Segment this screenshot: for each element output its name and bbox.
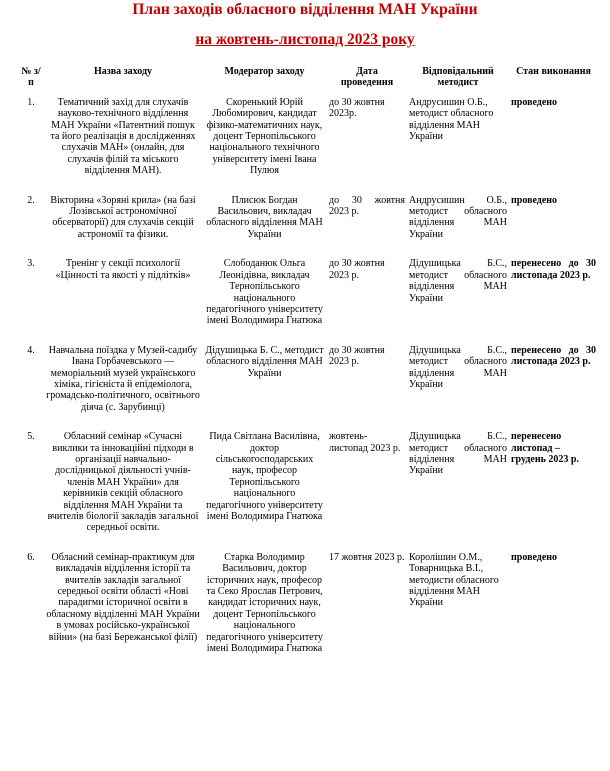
table-row bbox=[18, 550, 598, 671]
page-subtitle: на жовтень-листопад 2023 року bbox=[195, 31, 415, 48]
header-moderator: Модератор заходу bbox=[224, 66, 305, 77]
row-num: 1. bbox=[27, 96, 35, 108]
table-row bbox=[18, 429, 598, 550]
event-name: Вікторина «Зоряні крила» (на базі Лозівської астрономічної обсерваторії) для слухачів секцій астрономії та фізики. bbox=[50, 194, 196, 240]
table-header-row bbox=[18, 66, 598, 95]
event-moderator: Пида Світлана Василівна, доктор сільськогосподарських наук, професор Тернопільського національного педагогічного університету імені Володимира Гнатюка bbox=[206, 431, 323, 522]
event-name: Навчальна поїздка у Музей-садибу Івана Горбачевського — меморіальний музей українського хіміка, гігієніста й епідеміолога, громадсько-політичного, освітнього діяча (с. Зарубинці) bbox=[46, 344, 200, 413]
table-row bbox=[18, 95, 598, 193]
row-num: 5. bbox=[27, 431, 35, 443]
event-date: до 30 жовтня 2023 р. bbox=[329, 258, 385, 281]
header-num: № з/п bbox=[21, 66, 41, 89]
row-num: 3. bbox=[27, 258, 35, 270]
row-num: 6. bbox=[27, 551, 35, 563]
event-name: Обласний семінар-практикум для викладачів відділення історії та вчителів закладів загальної середньої освіти області «Нові парадигми історичної освіти в обласному відділенні МАН України в умовах російсько-української війни» (на базі Бережанської філії) bbox=[46, 551, 200, 643]
header-name: Назва заходу bbox=[93, 66, 153, 77]
event-responsible: Дідушицька Б.С., методист обласного відділення МАН України bbox=[409, 258, 507, 304]
event-responsible: Дідушицька Б.С., методист обласного відділення МАН України bbox=[409, 344, 507, 390]
event-date: до 30 жовтня 2023 р. bbox=[329, 344, 385, 368]
event-name: Обласний семінар «Сучасні виклики та інноваційні підходи в організації навчально-дослідницької діяльності учнів-членів МАН України» для керівників секцій обласного відділення МАН України та вчителів біології закладів загальної середньої освіти. bbox=[47, 431, 199, 534]
event-status: перенесено до 30 листопада 2023 р. bbox=[511, 344, 596, 368]
event-date: жовтень-листопад 2023 р. bbox=[329, 431, 401, 454]
events-table bbox=[18, 66, 598, 670]
header-responsible: Відповідальний методист bbox=[422, 66, 494, 89]
event-moderator: Дідушицька Б. С., методист обласного відділення МАН України bbox=[205, 344, 324, 379]
event-moderator: Плисюк Богдан Васильович, викладач обласного відділення МАН України bbox=[206, 194, 323, 240]
event-responsible: Королішин О.М., Товарницька В.І., методисти обласного відділення МАН України bbox=[409, 551, 499, 609]
table-row bbox=[18, 193, 598, 257]
event-status: проведено bbox=[511, 96, 558, 108]
header-status: Стан виконання bbox=[516, 66, 591, 77]
event-name: Тематичний захід для слухачів науково-технічного відділення МАН України «Патентний пошук та його реалізація в дослідженнях слухачів МАН» (онлайн, для слухачів філій та міського відділення МАН). bbox=[50, 96, 196, 177]
header-date: Дата проведення bbox=[340, 66, 394, 89]
event-responsible: Андрусишин О.Б., методист обласного відділення МАН України bbox=[409, 96, 494, 143]
row-num: 2. bbox=[27, 194, 35, 206]
event-name: Тренінг у секції психології «Цінності та якості у підлітків» bbox=[55, 258, 191, 281]
event-date: до 30 жовтня 2023р. bbox=[329, 96, 385, 120]
row-num: 4. bbox=[27, 344, 35, 356]
event-status: перенесено листопад – грудень 2023 р. bbox=[511, 431, 579, 465]
event-moderator: Старка Володимир Васильович, доктор історичних наук, професор та Секо Ярослав Петрович, кандидат історичних наук, доцент Тернопільського національного педагогічного університету імені Володимира Гнатюка bbox=[206, 551, 323, 655]
event-status: проведено bbox=[511, 194, 558, 206]
event-date: до 30 жовтня 2023 р. bbox=[329, 194, 405, 218]
table-row bbox=[18, 343, 598, 429]
event-status: перенесено до 30 листопада 2023 р. bbox=[511, 258, 596, 281]
page-title: План заходів обласного відділення МАН України bbox=[132, 1, 478, 18]
event-responsible: Андрусишин О.Б., методист обласного відділення МАН України bbox=[409, 194, 507, 240]
table-row bbox=[18, 256, 598, 342]
event-moderator: Скоренький Юрій Любомирович, кандидат фізико-математичних наук, доцент Тернопільського національного технічного університету імені Івана Пулюя bbox=[206, 96, 323, 177]
event-status: проведено bbox=[511, 551, 558, 563]
event-moderator: Слободанюк Ольга Леонідівна, викладач Тернопільського національного педагогічного університету імені Володимира Гнатюка bbox=[206, 258, 323, 327]
event-date: 17 жовтня 2023 р. bbox=[329, 551, 405, 563]
event-responsible: Дідушицька Б.С., методист обласного відділення МАН України bbox=[409, 431, 507, 477]
